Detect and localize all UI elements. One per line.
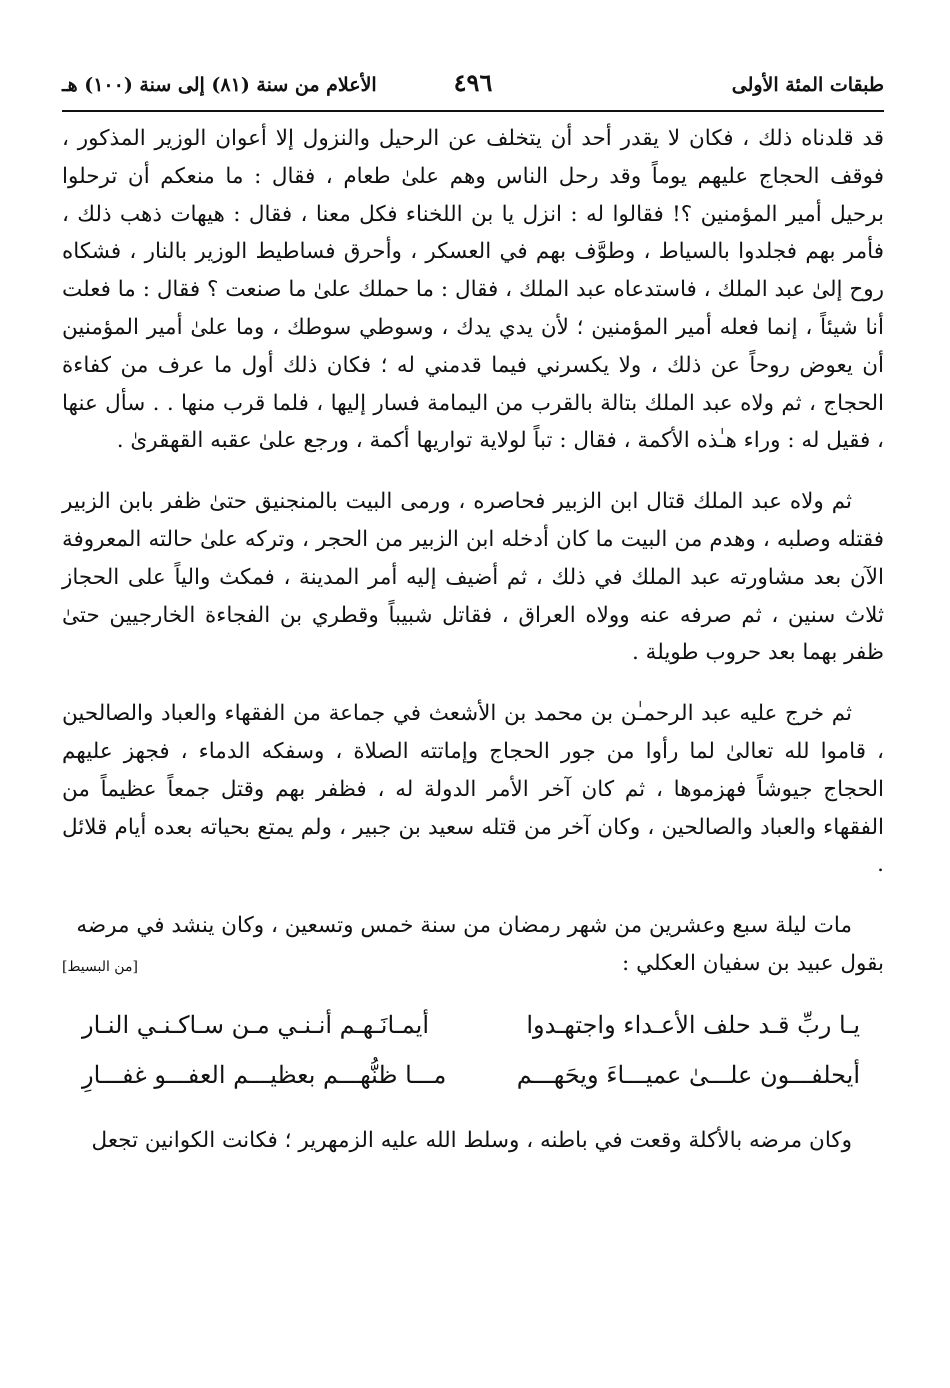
verse-2 xyxy=(62,1050,884,1100)
page-body xyxy=(62,120,884,1160)
verse-1-first-hemistich: يـا ربِّ قـد حلف الأعـداء واجتهـدوا xyxy=(526,1010,860,1039)
verse-1 xyxy=(62,1000,884,1050)
meter-row xyxy=(62,945,884,982)
poem xyxy=(62,1000,884,1100)
poem-attribution: بقول عبيد بن سفيان العكلي : xyxy=(622,950,884,976)
paragraph-1: قد قلدناه ذلك ، فكان لا يقدر أحد أن يتخلف عن الرحيل والنزول إلا أعوان الوزير المذكور ، فوقف الحجاج عليهم يوماً وقد رحل الناس وهم علىٰ طعام ، فقال : ما منعكم أن ترحلوا برحيل أمير المؤمنين ؟! فقالوا له : انزل يا بن اللخناء فكل معنا ، فقال : هيهات ذهب ذلك ، فأمر بهم فجلدوا بالسياط ، وطوَّف بهم في العسكر ، وأحرق فساطيط الوزير بالنار ، فشكاه روح إلىٰ عبد الملك ، فاستدعاه عبد الملك ، فقال : ما حملك علىٰ ما صنعت ؟ فقال : ما فعلت أنا شيئاً ، إنما فعله أمير المؤمنين ؛ لأن يدي يدك ، وسوطي سوطك ، وما علىٰ أمير المؤمنين أن يعوض روحاً عن ذلك ، ولا يكسرني فيما قدمني له ؛ فكان ذلك أول ما عرف من كفاءة الحجاج ، ثم ولاه عبد الملك بتالة بالقرب من اليمامة فسار إليها ، فلما قرب منها . . سأل عنها ، فقيل له : وراء هـٰذه الأكمة ، فقال : تباً لولاية تواريها أكمة ، ورجع علىٰ عقبه القهقرىٰ . xyxy=(62,126,884,454)
verse-2-first-hemistich: أيحلفـــون علـــىٰ عميـــاءَ ويحَهـــم xyxy=(516,1060,860,1089)
verse-1-second-hemistich: أيمـانَـهـم أنـنـي مـن سـاكـنـي النـار xyxy=(82,1010,430,1039)
section-title: الأعلام من سنة (٨١) إلى سنة (١٠٠) هـ xyxy=(62,74,377,96)
verse-2-second-hemistich: مـــا ظنُّهـــم بعظيـــم العفـــو غفـــارِ xyxy=(82,1060,447,1089)
paragraph-2: ثم ولاه عبد الملك قتال ابن الزبير فحاصره ، ورمى البيت بالمنجنيق حتىٰ ظفر بابن الزبير فقتله وصلبه ، وهدم من البيت ما كان أدخله ابن الزبير من الحجر ، وتركه علىٰ حالته المعروفة الآن بعد مشاورته عبد الملك في ذلك ، ثم أضيف إليه أمر المدينة ، فمكث والياً على الحجاز ثلاث سنين ، ثم صرفه عنه وولاه العراق ، فقاتل شبيباً وقطري بن الفجاءة الخارجيين حتىٰ ظفر بهما بعد حروب طويلة . xyxy=(62,489,884,666)
book-title: طبقات المئة الأولى xyxy=(731,74,884,96)
page-header xyxy=(62,64,884,104)
paragraph-4: مات ليلة سبع وعشرين من شهر رمضان من سنة خمس وتسعين ، وكان ينشد في مرضه xyxy=(76,913,852,939)
poem-meter: [من البسيط] xyxy=(62,958,138,975)
paragraph-5: وكان مرضه بالأكلة وقعت في باطنه ، وسلط الله عليه الزمهرير ؛ فكانت الكوانين تجعل xyxy=(91,1127,852,1153)
header-rule xyxy=(62,110,884,112)
paragraph-3: ثم خرج عليه عبد الرحمـٰن بن محمد بن الأشعث في جماعة من الفقهاء والعباد والصالحين ، قاموا لله تعالىٰ لما رأوا من جور الحجاج وإماتته الصلاة ، وسفكه الدماء ، فجهز عليهم الحجاج جيوشاً فهزموها ، ثم كان آخر الأمر الدولة له ، فظفر بهم وقتل جمعاً عظيماً من الفقهاء والعباد والصالحين ، وكان آخر من قتله سعيد بن جبير ، ولم يمتع بحياته بعده أيام قلائل . xyxy=(62,701,884,878)
page-number: ٤٩٦ xyxy=(453,68,493,97)
